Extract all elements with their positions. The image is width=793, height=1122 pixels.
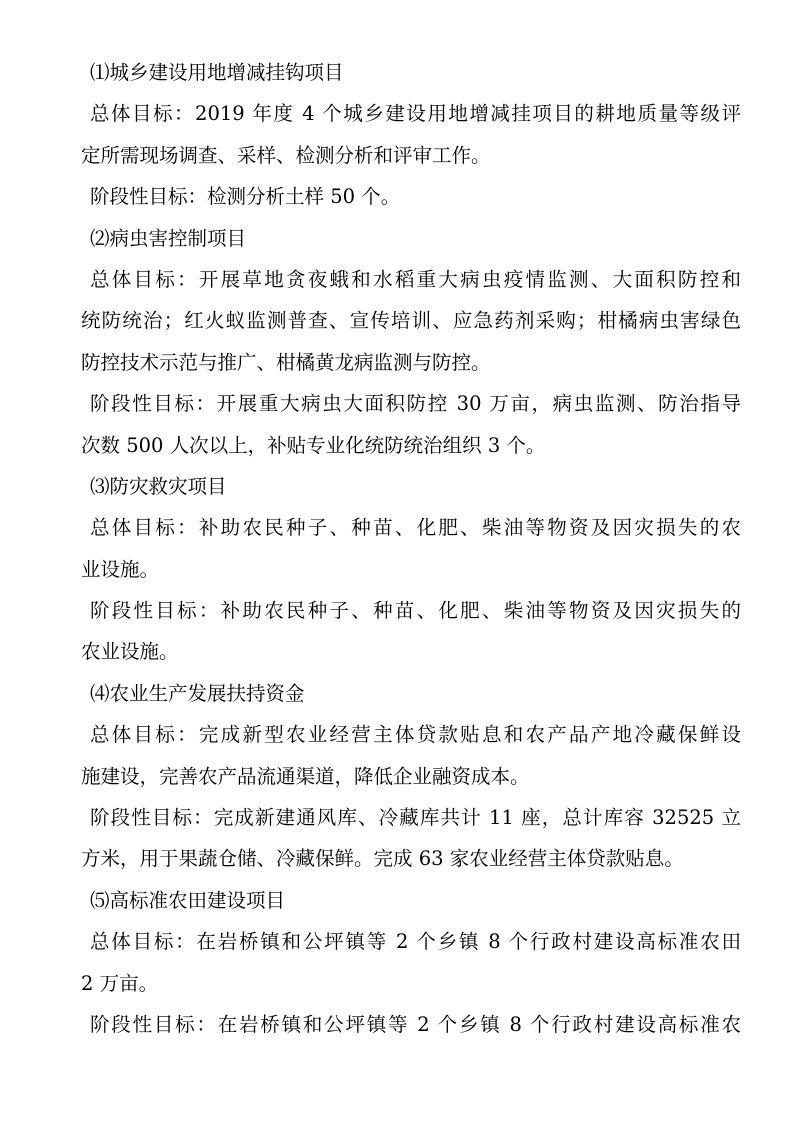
paragraph-line: 总体目标：在岩桥镇和公坪镇等 2 个乡镇 8 个行政村建设高标准农田 xyxy=(90,930,741,954)
paragraph-line: 次数 500 人次以上，补贴专业化统防统治组织 3 个。 xyxy=(81,433,546,457)
paragraph-line: 定所需现场调查、采样、检测分析和评审工作。 xyxy=(81,143,491,167)
section-heading: ⑷农业生产发展扶持资金 xyxy=(90,681,305,705)
paragraph-line: 方米，用于果蔬仓储、冷藏保鲜。完成 63 家农业经营主体贷款贴息。 xyxy=(81,847,684,871)
paragraph-line: 业设施。 xyxy=(81,557,160,581)
paragraph-line: 阶段性目标：补助农民种子、种苗、化肥、柴油等物资及因灾损失的 xyxy=(90,599,741,623)
paragraph-line: 统防统治；红火蚁监测普查、宣传培训、应急药剂采购；柑橘病虫害绿色 xyxy=(81,309,741,333)
paragraph-line: 总体目标：2019 年度 4 个城乡建设用地增减挂项目的耕地质量等级评 xyxy=(90,102,741,126)
paragraph-line: 阶段性目标：开展重大病虫大面积防控 30 万亩，病虫监测、防治指导 xyxy=(90,392,741,416)
section-heading: ⑶防灾救灾项目 xyxy=(90,474,227,498)
section-heading: ⑵病虫害控制项目 xyxy=(90,226,247,250)
paragraph-line: 施建设，完善农产品流通渠道，降低企业融资成本。 xyxy=(81,764,530,788)
section-heading: ⑴城乡建设用地增减挂钩项目 xyxy=(90,61,344,84)
paragraph-line: 农业设施。 xyxy=(81,640,179,664)
paragraph-line: 总体目标：完成新型农业经营主体贷款贴息和农产品产地冷藏保鲜设 xyxy=(90,723,741,747)
paragraph-line: 阶段性目标：检测分析土样 50 个。 xyxy=(90,185,401,209)
paragraph-line: 阶段性目标：完成新建通风库、冷藏库共计 11 座，总计库容 32525 立 xyxy=(90,806,741,830)
paragraph-line: 总体目标：补助农民种子、种苗、化肥、柴油等物资及因灾损失的农 xyxy=(90,516,741,540)
document-body xyxy=(81,52,741,1045)
paragraph-line: 防控技术示范与推广、柑橘黄龙病监测与防控。 xyxy=(81,350,491,374)
section-heading: ⑸高标准农田建设项目 xyxy=(90,888,286,912)
paragraph-line: 2 万亩。 xyxy=(81,971,159,995)
paragraph-line: 总体目标：开展草地贪夜蛾和水稻重大病虫疫情监测、大面积防控和 xyxy=(90,267,741,291)
paragraph-line: 阶段性目标：在岩桥镇和公坪镇等 2 个乡镇 8 个行政村建设高标准农 xyxy=(90,1012,741,1036)
